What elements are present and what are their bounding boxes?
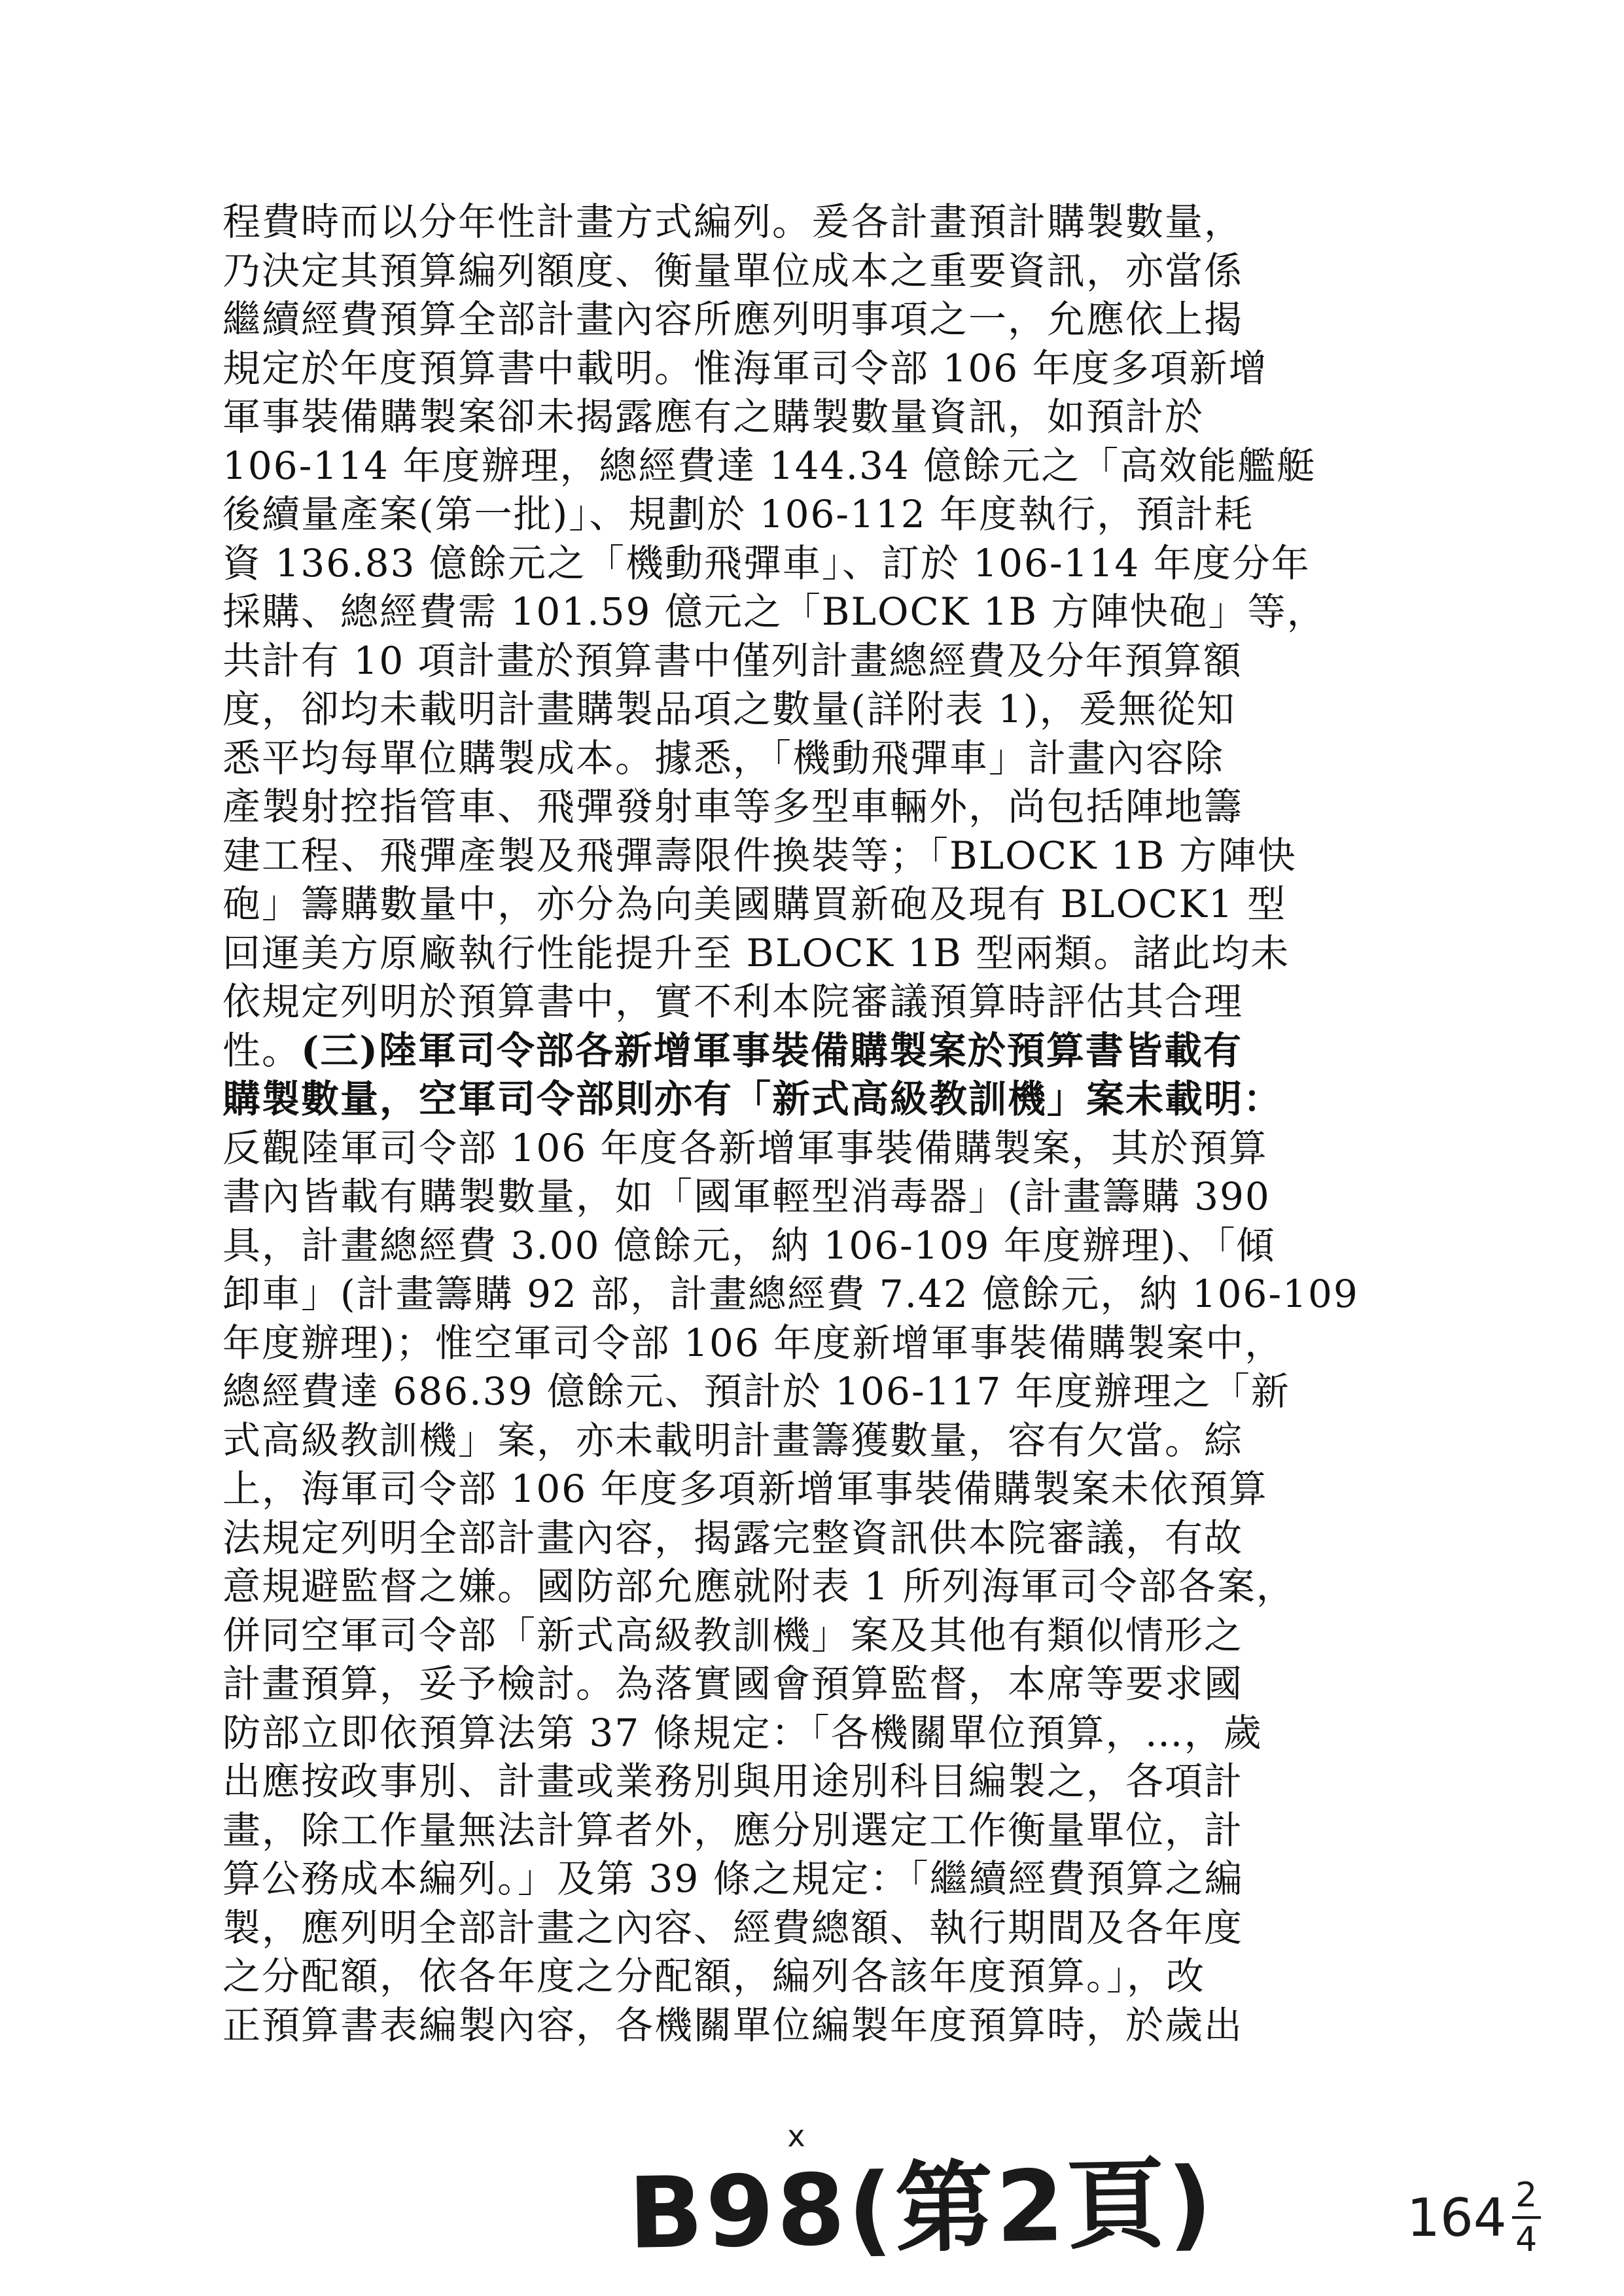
- text-line: 算公務成本編列。」及第 39 條之規定：「繼續經費預算之編: [222, 1856, 1244, 1901]
- text-line: 共計有 10 項計畫於預算書中僅列計畫總經費及分年預算額: [222, 638, 1243, 683]
- text-line: 資 136.83 億餘元之「機動飛彈車」、訂於 106-114 年度分年: [222, 540, 1311, 585]
- page-number-fraction: [1512, 2178, 1541, 2257]
- text-line: 反觀陸軍司令部 106 年度各新增軍事裝備購製案，其於預算: [222, 1125, 1268, 1170]
- text-line: 計畫預算，妥予檢討。為落實國會預算監督，本席等要求國: [222, 1661, 1244, 1706]
- page-number-value: 164: [1407, 2187, 1507, 2248]
- text-line: 106-114 年度辦理，總經費達 144.34 億餘元之「高效能艦艇: [222, 443, 1316, 488]
- text-normal: 性。: [222, 1028, 302, 1073]
- text-line: 製，應列明全部計畫之內容、經費總額、執行期間及各年度: [222, 1905, 1244, 1950]
- text-line: 具，計畫總經費 3.00 億餘元，納 106-109 年度辦理)、「傾: [222, 1223, 1276, 1268]
- text-line: 正預算書表編製內容，各機關單位編製年度預算時，於歲出: [222, 2002, 1244, 2047]
- text-line: 依規定列明於預算書中，實不利本院審議預算時評估其合理: [222, 979, 1244, 1024]
- text-line: 程費時而以分年性計畫方式編列。爰各計畫預計購製數量，: [222, 200, 1244, 244]
- text-line: 規定於年度預算書中載明。惟海軍司令部 106 年度多項新增: [222, 345, 1268, 391]
- text-line: 建工程、飛彈產製及飛彈壽限件換裝等；「BLOCK 1B 方陣快: [222, 833, 1297, 878]
- text-line: 卸車」(計畫籌購 92 部，計畫總經費 7.42 億餘元，納 106-109: [222, 1272, 1359, 1316]
- section-heading: (三)陸軍司令部各新增軍事裝備購製案於預算書皆載有: [301, 1028, 1243, 1073]
- handwritten-annotation: [627, 2118, 1216, 2276]
- text-line: 繼續經費預算全部計畫內容所應列明事項之一，允應依上揭: [222, 297, 1244, 341]
- text-line: 防部立即依預算法第 37 條規定：「各機關單位預算，…，歲: [222, 1710, 1263, 1755]
- annotation-text: B98(第2頁): [627, 2147, 1216, 2271]
- text-line: 產製射控指管車、飛彈發射車等多型車輛外，尚包括陣地籌: [222, 784, 1244, 829]
- text-line: 總經費達 686.39 億餘元、預計於 106-117 年度辦理之「新: [222, 1369, 1290, 1414]
- text-line: 乃決定其預算編列額度、衡量單位成本之重要資訊，亦當係: [222, 248, 1244, 293]
- text-line: 式高級教訓機」案，亦未載明計畫籌獲數量，容有欠當。綜: [222, 1418, 1244, 1463]
- text-line: 畫，除工作量無法計算者外，應分別選定工作衡量單位，計: [222, 1807, 1244, 1852]
- text-line: 法規定列明全部計畫內容，揭露完整資訊供本院審議，有故: [222, 1515, 1244, 1560]
- annotation-mark: x: [786, 2118, 808, 2154]
- text-line: 度，卻均未載明計畫購製品項之數量(詳附表 1)，爰無從知: [222, 687, 1236, 731]
- text-line: 書內皆載有購製數量，如「國軍輕型消毒器」(計畫籌購 390: [222, 1174, 1271, 1219]
- text-line: 砲」籌購數量中，亦分為向美國購買新砲及現有 BLOCK1 型: [222, 882, 1287, 926]
- text-line: 併同空軍司令部「新式高級教訓機」案及其他有類似情形之: [222, 1612, 1244, 1658]
- fraction-denominator: 4: [1515, 2220, 1538, 2259]
- text-line: 出應按政事別、計畫或業務別與用途別科目編製之，各項計: [222, 1759, 1244, 1803]
- text-line: 採購、總經費需 101.59 億元之「BLOCK 1B 方陣快砲」等，: [222, 589, 1326, 634]
- text-line: 回運美方原廠執行性能提升至 BLOCK 1B 型兩類。諸此均未: [222, 930, 1290, 975]
- text-line-section-heading: [222, 1026, 1364, 1075]
- fraction-numerator: 2: [1515, 2176, 1538, 2215]
- section-heading-continued: 購製數量，空軍司令部則亦有「新式高級教訓機」案未載明：: [222, 1077, 1283, 1121]
- handwritten-page-number: [1407, 2178, 1541, 2257]
- text-line: 後續量產案(第一批)」、規劃於 106-112 年度執行，預計耗: [222, 492, 1254, 536]
- text-line: 意規避監督之嫌。國防部允應就附表 1 所列海軍司令部各案，: [222, 1564, 1296, 1609]
- document-body: [222, 198, 1364, 2049]
- text-line: 年度辦理)；惟空軍司令部 106 年度新增軍事裝備購製案中，: [222, 1320, 1284, 1365]
- text-line: 悉平均每單位購製成本。據悉，「機動飛彈車」計畫內容除: [222, 735, 1225, 780]
- text-line: 上，海軍司令部 106 年度多項新增軍事裝備購製案未依預算: [222, 1467, 1268, 1511]
- text-line: 之分配額，依各年度之分配額，編列各該年度預算。」，改: [222, 1954, 1206, 1998]
- text-line: 軍事裝備購製案卻未揭露應有之購製數量資訊，如預計於: [222, 394, 1205, 439]
- fraction-bar: [1512, 2216, 1541, 2219]
